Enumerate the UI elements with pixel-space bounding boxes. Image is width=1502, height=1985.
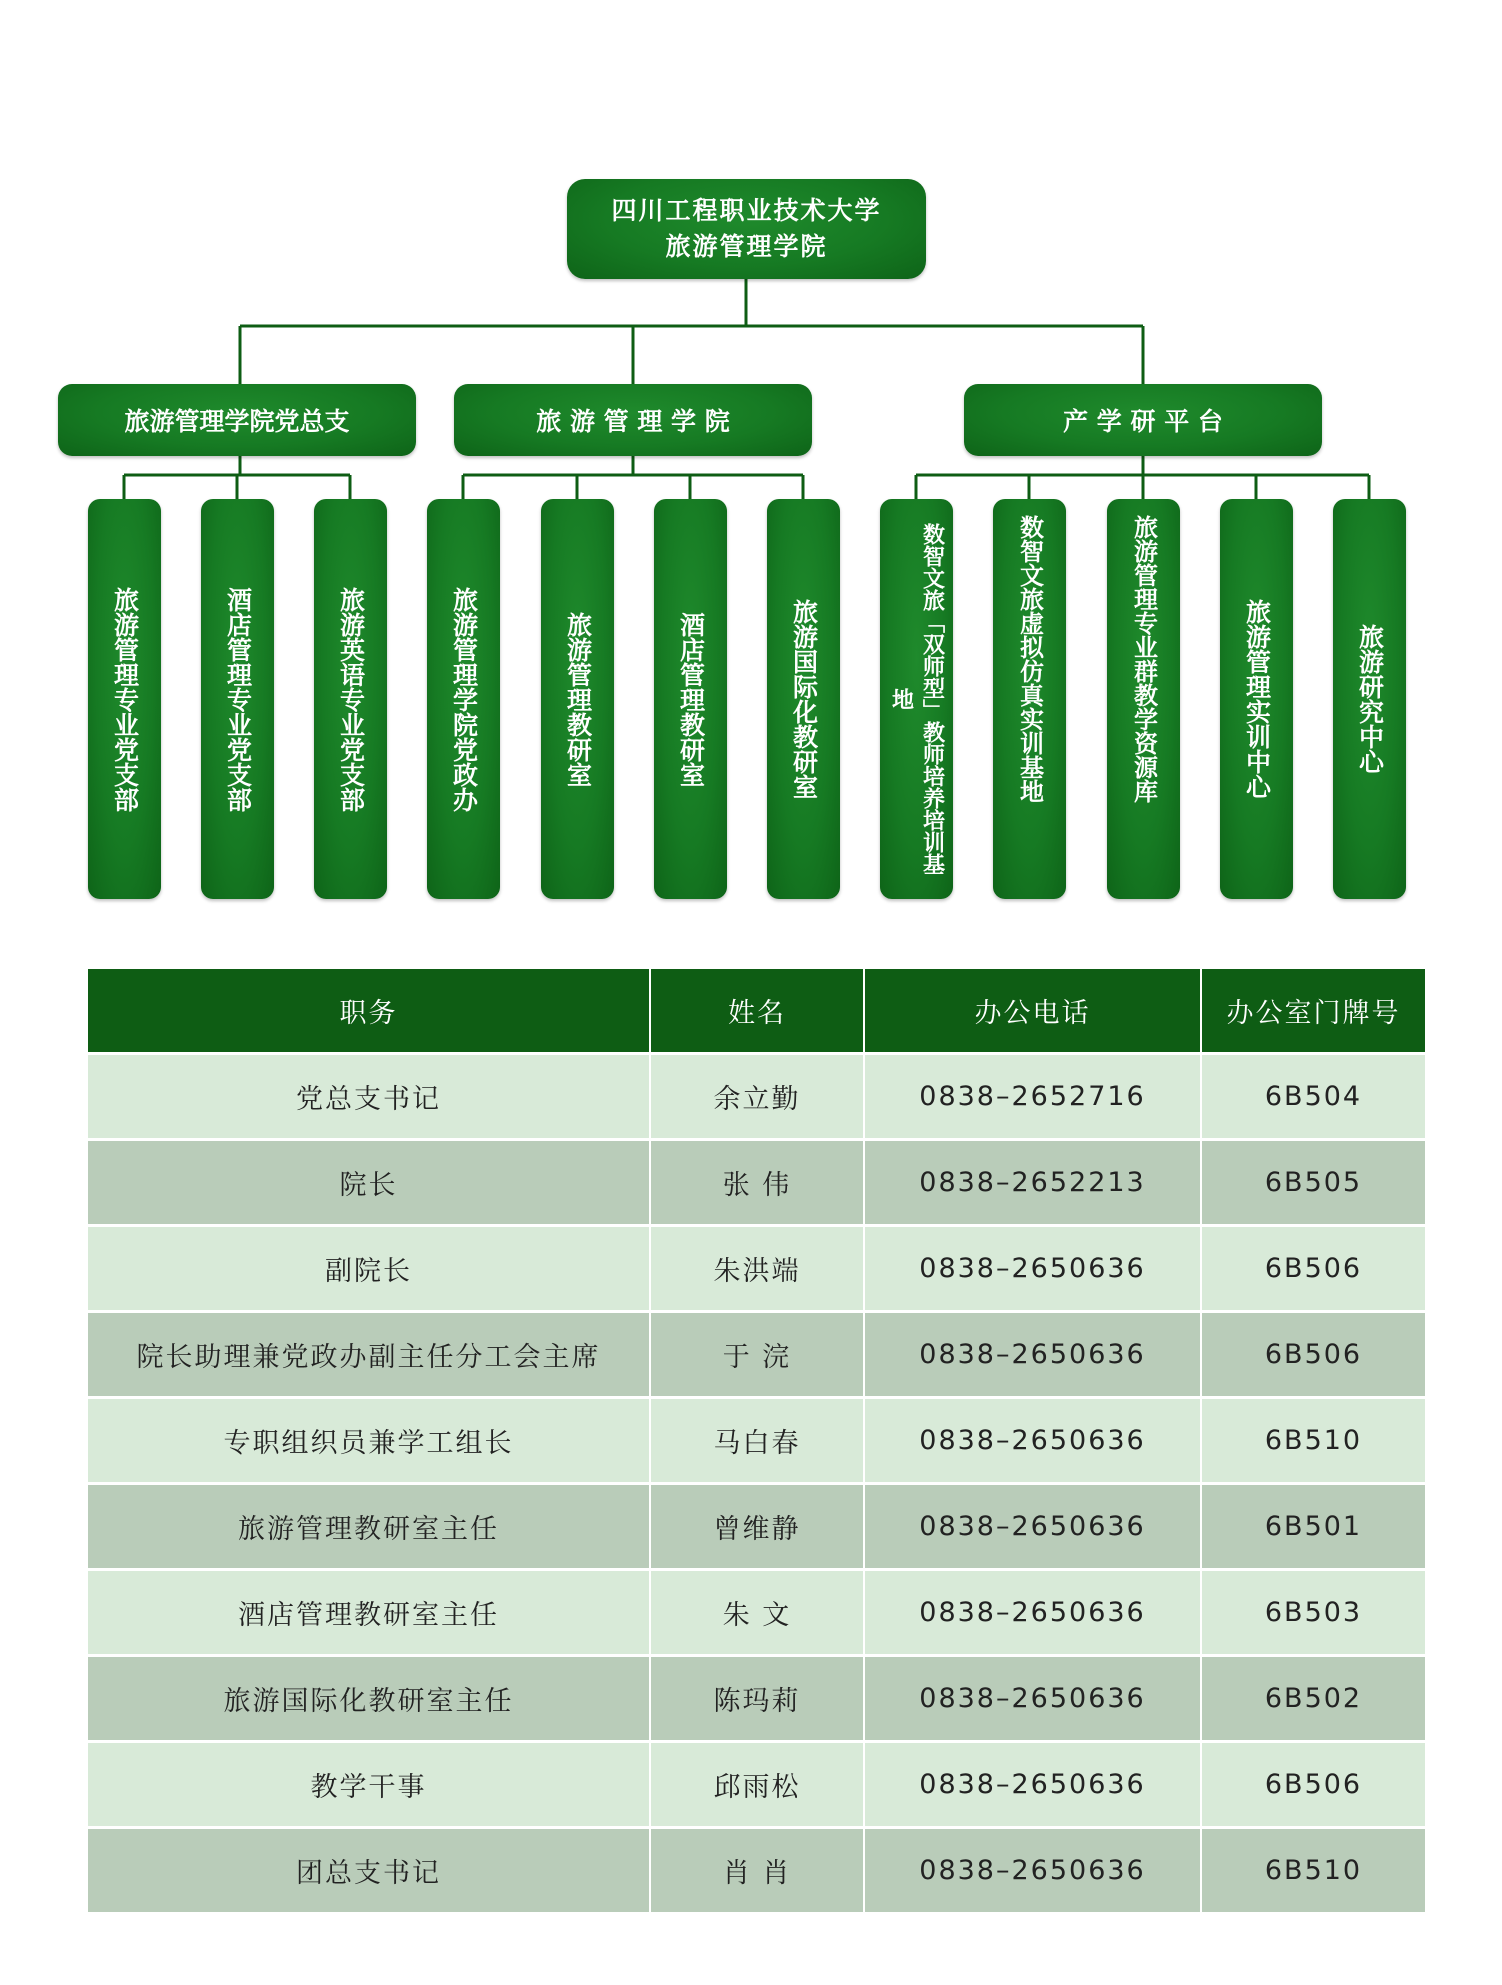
- cell-position: 党总支书记: [88, 1054, 650, 1140]
- cell-phone: 0838–2650636: [864, 1570, 1201, 1656]
- cell-name: 朱洪端: [650, 1226, 864, 1312]
- table-row: [88, 1054, 1425, 1140]
- header-room: 办公室门牌号: [1201, 969, 1425, 1054]
- header-phone: 办公电话: [864, 969, 1201, 1054]
- cell-position: 教学干事: [88, 1742, 650, 1828]
- header-position: 职务: [88, 969, 650, 1054]
- org-leaf-admin-office: 旅游管理学院党政办: [427, 499, 500, 899]
- org-leaf-virtual-simulation-base: 数智文旅虚拟仿真实训基地: [993, 499, 1066, 899]
- cell-name: 邱雨松: [650, 1742, 864, 1828]
- org-leaf-hotel-party-branch: 酒店管理专业党支部: [201, 499, 274, 899]
- org-root-box: [567, 179, 926, 279]
- cell-position: 专职组织员兼学工组长: [88, 1398, 650, 1484]
- cell-room: 6B506: [1201, 1312, 1425, 1398]
- staff-table: [88, 969, 1425, 1912]
- cell-room: 6B506: [1201, 1742, 1425, 1828]
- cell-position: 院长: [88, 1140, 650, 1226]
- cell-name: 余立勤: [650, 1054, 864, 1140]
- table-row: [88, 1484, 1425, 1570]
- cell-position: 团总支书记: [88, 1828, 650, 1913]
- org-leaf-research-center: 旅游研究中心: [1333, 499, 1406, 899]
- cell-position: 旅游管理教研室主任: [88, 1484, 650, 1570]
- cell-name: 于 浣: [650, 1312, 864, 1398]
- table-row: [88, 1570, 1425, 1656]
- cell-name: 张 伟: [650, 1140, 864, 1226]
- cell-phone: 0838–2650636: [864, 1398, 1201, 1484]
- cell-name: 曾维静: [650, 1484, 864, 1570]
- org-leaf-resource-library: 旅游管理专业群教学资源库: [1107, 499, 1180, 899]
- cell-room: 6B501: [1201, 1484, 1425, 1570]
- cell-name: 朱 文: [650, 1570, 864, 1656]
- table-row: [88, 1398, 1425, 1484]
- cell-phone: 0838–2650636: [864, 1226, 1201, 1312]
- cell-phone: 0838–2652716: [864, 1054, 1201, 1140]
- cell-phone: 0838–2652213: [864, 1140, 1201, 1226]
- table-row: [88, 1828, 1425, 1913]
- org-leaf-tourism-teaching-office: 旅游管理教研室: [541, 499, 614, 899]
- cell-phone: 0838–2650636: [864, 1742, 1201, 1828]
- cell-phone: 0838–2650636: [864, 1312, 1201, 1398]
- org-leaf-dual-teacher-base: 数智文旅「双师型」教师培养培训基地: [880, 499, 953, 899]
- org-group-party-branch: 旅游管理学院党总支: [58, 384, 416, 456]
- cell-room: 6B510: [1201, 1398, 1425, 1484]
- org-leaf-tourism-party-branch: 旅游管理专业党支部: [88, 499, 161, 899]
- cell-room: 6B506: [1201, 1226, 1425, 1312]
- cell-phone: 0838–2650636: [864, 1828, 1201, 1913]
- org-root-line1: 四川工程职业技术大学: [611, 196, 882, 225]
- cell-name: 陈玛莉: [650, 1656, 864, 1742]
- cell-room: 6B505: [1201, 1140, 1425, 1226]
- cell-room: 6B503: [1201, 1570, 1425, 1656]
- cell-phone: 0838–2650636: [864, 1484, 1201, 1570]
- cell-room: 6B504: [1201, 1054, 1425, 1140]
- org-group-college: 旅 游 管 理 学 院: [454, 384, 812, 456]
- cell-room: 6B502: [1201, 1656, 1425, 1742]
- cell-room: 6B510: [1201, 1828, 1425, 1913]
- table-row: [88, 1656, 1425, 1742]
- cell-name: 马白春: [650, 1398, 864, 1484]
- cell-position: 院长助理兼党政办副主任分工会主席: [88, 1312, 650, 1398]
- cell-phone: 0838–2650636: [864, 1656, 1201, 1742]
- org-group-research-platform: 产 学 研 平 台: [964, 384, 1322, 456]
- cell-position: 旅游国际化教研室主任: [88, 1656, 650, 1742]
- table-row: [88, 1140, 1425, 1226]
- cell-name: 肖 肖: [650, 1828, 864, 1913]
- org-leaf-english-party-branch: 旅游英语专业党支部: [314, 499, 387, 899]
- org-leaf-training-center: 旅游管理实训中心: [1220, 499, 1293, 899]
- org-leaf-international-teaching-office: 旅游国际化教研室: [767, 499, 840, 899]
- org-root-line2: 旅游管理学院: [665, 232, 828, 261]
- org-leaf-hotel-teaching-office: 酒店管理教研室: [654, 499, 727, 899]
- table-row: [88, 1742, 1425, 1828]
- table-header-row: [88, 969, 1425, 1054]
- header-name: 姓名: [650, 969, 864, 1054]
- cell-position: 副院长: [88, 1226, 650, 1312]
- table-row: [88, 1226, 1425, 1312]
- cell-position: 酒店管理教研室主任: [88, 1570, 650, 1656]
- table-row: [88, 1312, 1425, 1398]
